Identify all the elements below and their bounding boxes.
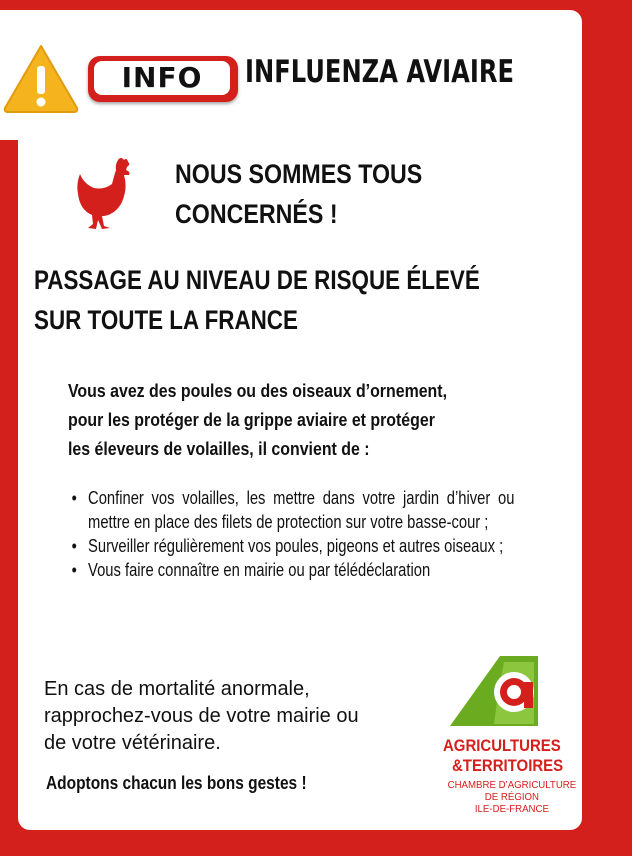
intro-line: Vous avez des poules ou des oiseaux d’ornement, xyxy=(68,380,448,401)
list-item: • Confiner vos volailles, les mettre dans votre jardin d’hiver ou mettre en place des filets de protection sur votre basse-cour ; xyxy=(70,486,514,534)
risk-heading xyxy=(34,260,565,340)
risk-line: PASSAGE AU NIVEAU DE RISQUE ÉLEVÉ xyxy=(34,265,480,295)
logo-subtitle-line: CHAMBRE D’AGRICULTURE xyxy=(447,779,577,791)
mortality-line: En cas de mortalité anormale, xyxy=(44,678,310,700)
logo-text-agricultures: AGRICULTURES xyxy=(443,736,561,755)
info-badge xyxy=(88,56,238,102)
concern-heading xyxy=(175,154,467,234)
logo-subtitle xyxy=(442,779,582,815)
list-item: • Vous faire connaître en mairie ou par télédéclaration xyxy=(70,558,514,582)
risk-line: SUR TOUTE LA FRANCE xyxy=(34,305,298,335)
closing-text: Adoptons chacun les bons gestes ! xyxy=(46,773,307,793)
hen-icon xyxy=(74,154,136,234)
mortality-line: de votre vétérinaire. xyxy=(44,732,221,754)
mortality-paragraph xyxy=(44,676,464,757)
intro-line: pour les protéger de la grippe aviaire et protéger xyxy=(68,409,435,430)
intro-line: les éleveurs de volailles, il convient de : xyxy=(68,438,370,459)
advice-list xyxy=(70,486,514,582)
logo-subtitle-line: DE RÉGION xyxy=(484,791,540,803)
mortality-line: rapprochez-vous de votre mairie ou xyxy=(44,705,359,727)
chamber-agriculture-logo xyxy=(446,652,542,734)
list-item: • Surveiller régulièrement vos poules, pigeons et autres oiseaux ; xyxy=(70,534,514,558)
logo-subtitle-line: ILE-DE-FRANCE xyxy=(474,803,549,815)
concern-line: CONCERNÉS ! xyxy=(175,199,338,229)
warning-icon xyxy=(2,42,80,114)
logo-text-territoires: &TERRITOIRES xyxy=(452,756,564,775)
concern-line: NOUS SOMMES TOUS xyxy=(175,159,423,189)
intro-paragraph xyxy=(68,376,550,463)
red-border xyxy=(0,140,18,856)
page-title: INFLUENZA AVIAIRE xyxy=(245,54,514,90)
info-badge-label: INFO xyxy=(94,61,230,95)
